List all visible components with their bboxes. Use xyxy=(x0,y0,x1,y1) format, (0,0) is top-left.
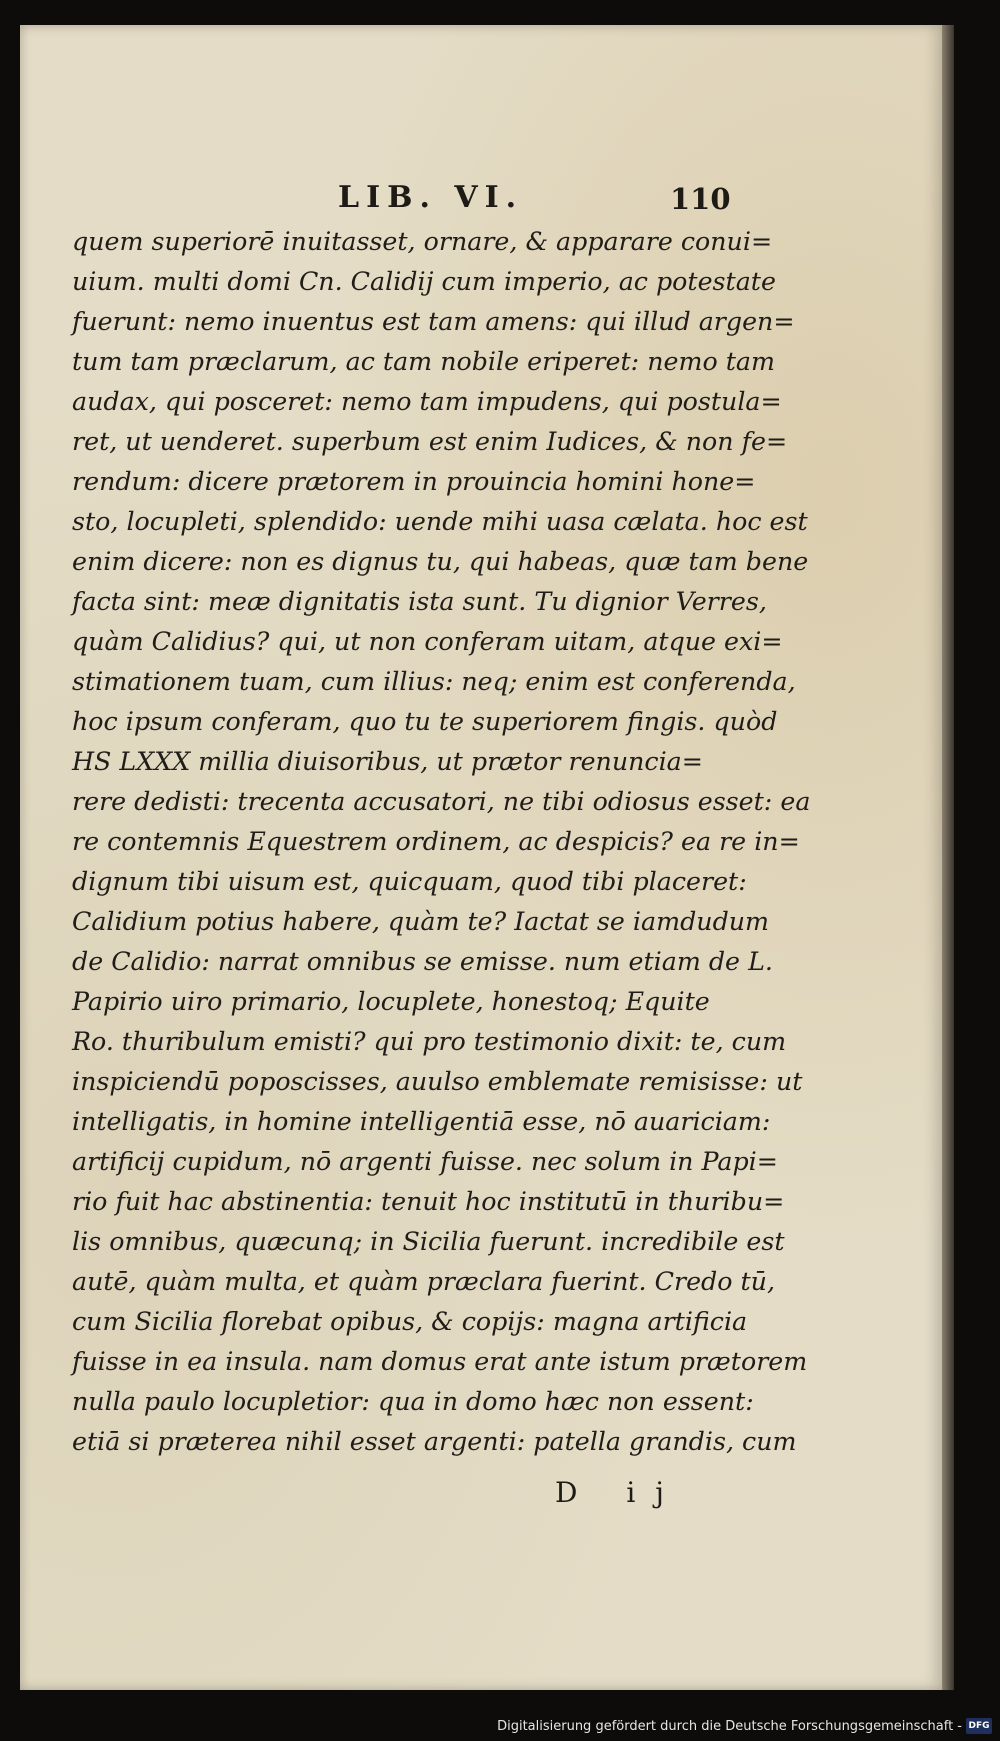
text-line: facta sint: meæ dignitatis ista sunt. Tu dignior Verres, xyxy=(72,587,767,616)
text-line: uium. multi domi Cn. Calidij cum imperio, ac potestate xyxy=(72,267,776,296)
text-line: lis omnibus, quæcunq; in Sicilia fuerunt. incredibile est xyxy=(72,1227,785,1256)
text-line: nulla paulo locupletior: qua in domo hæc non essent: xyxy=(72,1387,754,1416)
footer-bar xyxy=(0,1715,1000,1741)
running-head-title: LIB. VI. xyxy=(338,180,524,215)
text-line: Papirio uiro primario, locuplete, honestoq; Equite xyxy=(72,987,710,1016)
text-line: Ro. thuribulum emisti? qui pro testimonio dixit: te, cum xyxy=(72,1027,787,1056)
text-line: re contemnis Equestrem ordinem, ac despicis? ea re in= xyxy=(72,827,800,856)
text-line: cum Sicilia florebat opibus, & copijs: magna artificia xyxy=(72,1307,748,1336)
text-line: audax, qui posceret: nemo tam impudens, qui postula= xyxy=(72,387,782,416)
text-line: HS LXXX millia diuisoribus, ut prætor renuncia= xyxy=(72,747,703,776)
text-line: tum tam præclarum, ac tam nobile eriperet: nemo tam xyxy=(72,347,775,376)
dfg-logo: DFG xyxy=(966,1718,992,1734)
book-page xyxy=(20,25,942,1690)
running-head xyxy=(20,180,942,220)
text-line: rendum: dicere prætorem in prouincia homini hone= xyxy=(72,467,756,496)
text-line: inspiciendū poposcisses, auulso emblemate remisisse: ut xyxy=(72,1067,803,1096)
text-line: autē, quàm multa, et quàm præclara fuerint. Credo tū, xyxy=(72,1267,776,1296)
text-line: rio fuit hac abstinentia: tenuit hoc institutū in thuribu= xyxy=(72,1187,785,1216)
text-line: de Calidio: narrat omnibus se emisse. num etiam de L. xyxy=(72,947,773,976)
digitization-credit: Digitalisierung gefördert durch die Deutsche Forschungsgemeinschaft - xyxy=(497,1719,962,1734)
text-line: dignum tibi uisum est, quicquam, quod tibi placeret: xyxy=(72,867,747,896)
page-edge xyxy=(942,25,954,1690)
text-line: intelligatis, in homine intelligentiā esse, nō auariciam: xyxy=(72,1107,771,1136)
text-line: stimationem tuam, cum illius: neq; enim est conferenda, xyxy=(72,667,796,696)
text-line: fuisse in ea insula. nam domus erat ante istum prætorem xyxy=(72,1347,808,1376)
text-line: hoc ipsum conferam, quo tu te superiorem fingis. quòd xyxy=(72,707,778,736)
text-line: Calidium potius habere, quàm te? Iactat se iamdudum xyxy=(72,907,770,936)
text-line: rere dedisti: trecenta accusatori, ne tibi odiosus esset: ea xyxy=(72,787,811,816)
text-line: quàm Calidius? qui, ut non conferam uitam, atque exi= xyxy=(72,627,783,656)
text-line: quem superiorē inuitasset, ornare, & apparare conui= xyxy=(72,227,773,256)
text-line: artificij cupidum, nō argenti fuisse. nec solum in Papi= xyxy=(72,1147,778,1176)
text-line: fuerunt: nemo inuentus est tam amens: qui illud argen= xyxy=(72,307,795,336)
signature-mark: D ij xyxy=(555,1476,684,1509)
text-line: enim dicere: non es dignus tu, qui habeas, quæ tam bene xyxy=(72,547,809,576)
text-line: sto, locupleti, splendido: uende mihi uasa cælata. hoc est xyxy=(72,507,808,536)
text-line: ret, ut uenderet. superbum est enim Iudices, & non fe= xyxy=(72,427,788,456)
page-number: 110 xyxy=(670,182,731,216)
text-line: etiā si præterea nihil esset argenti: patella grandis, cum xyxy=(72,1427,797,1456)
body-text xyxy=(72,222,811,1462)
